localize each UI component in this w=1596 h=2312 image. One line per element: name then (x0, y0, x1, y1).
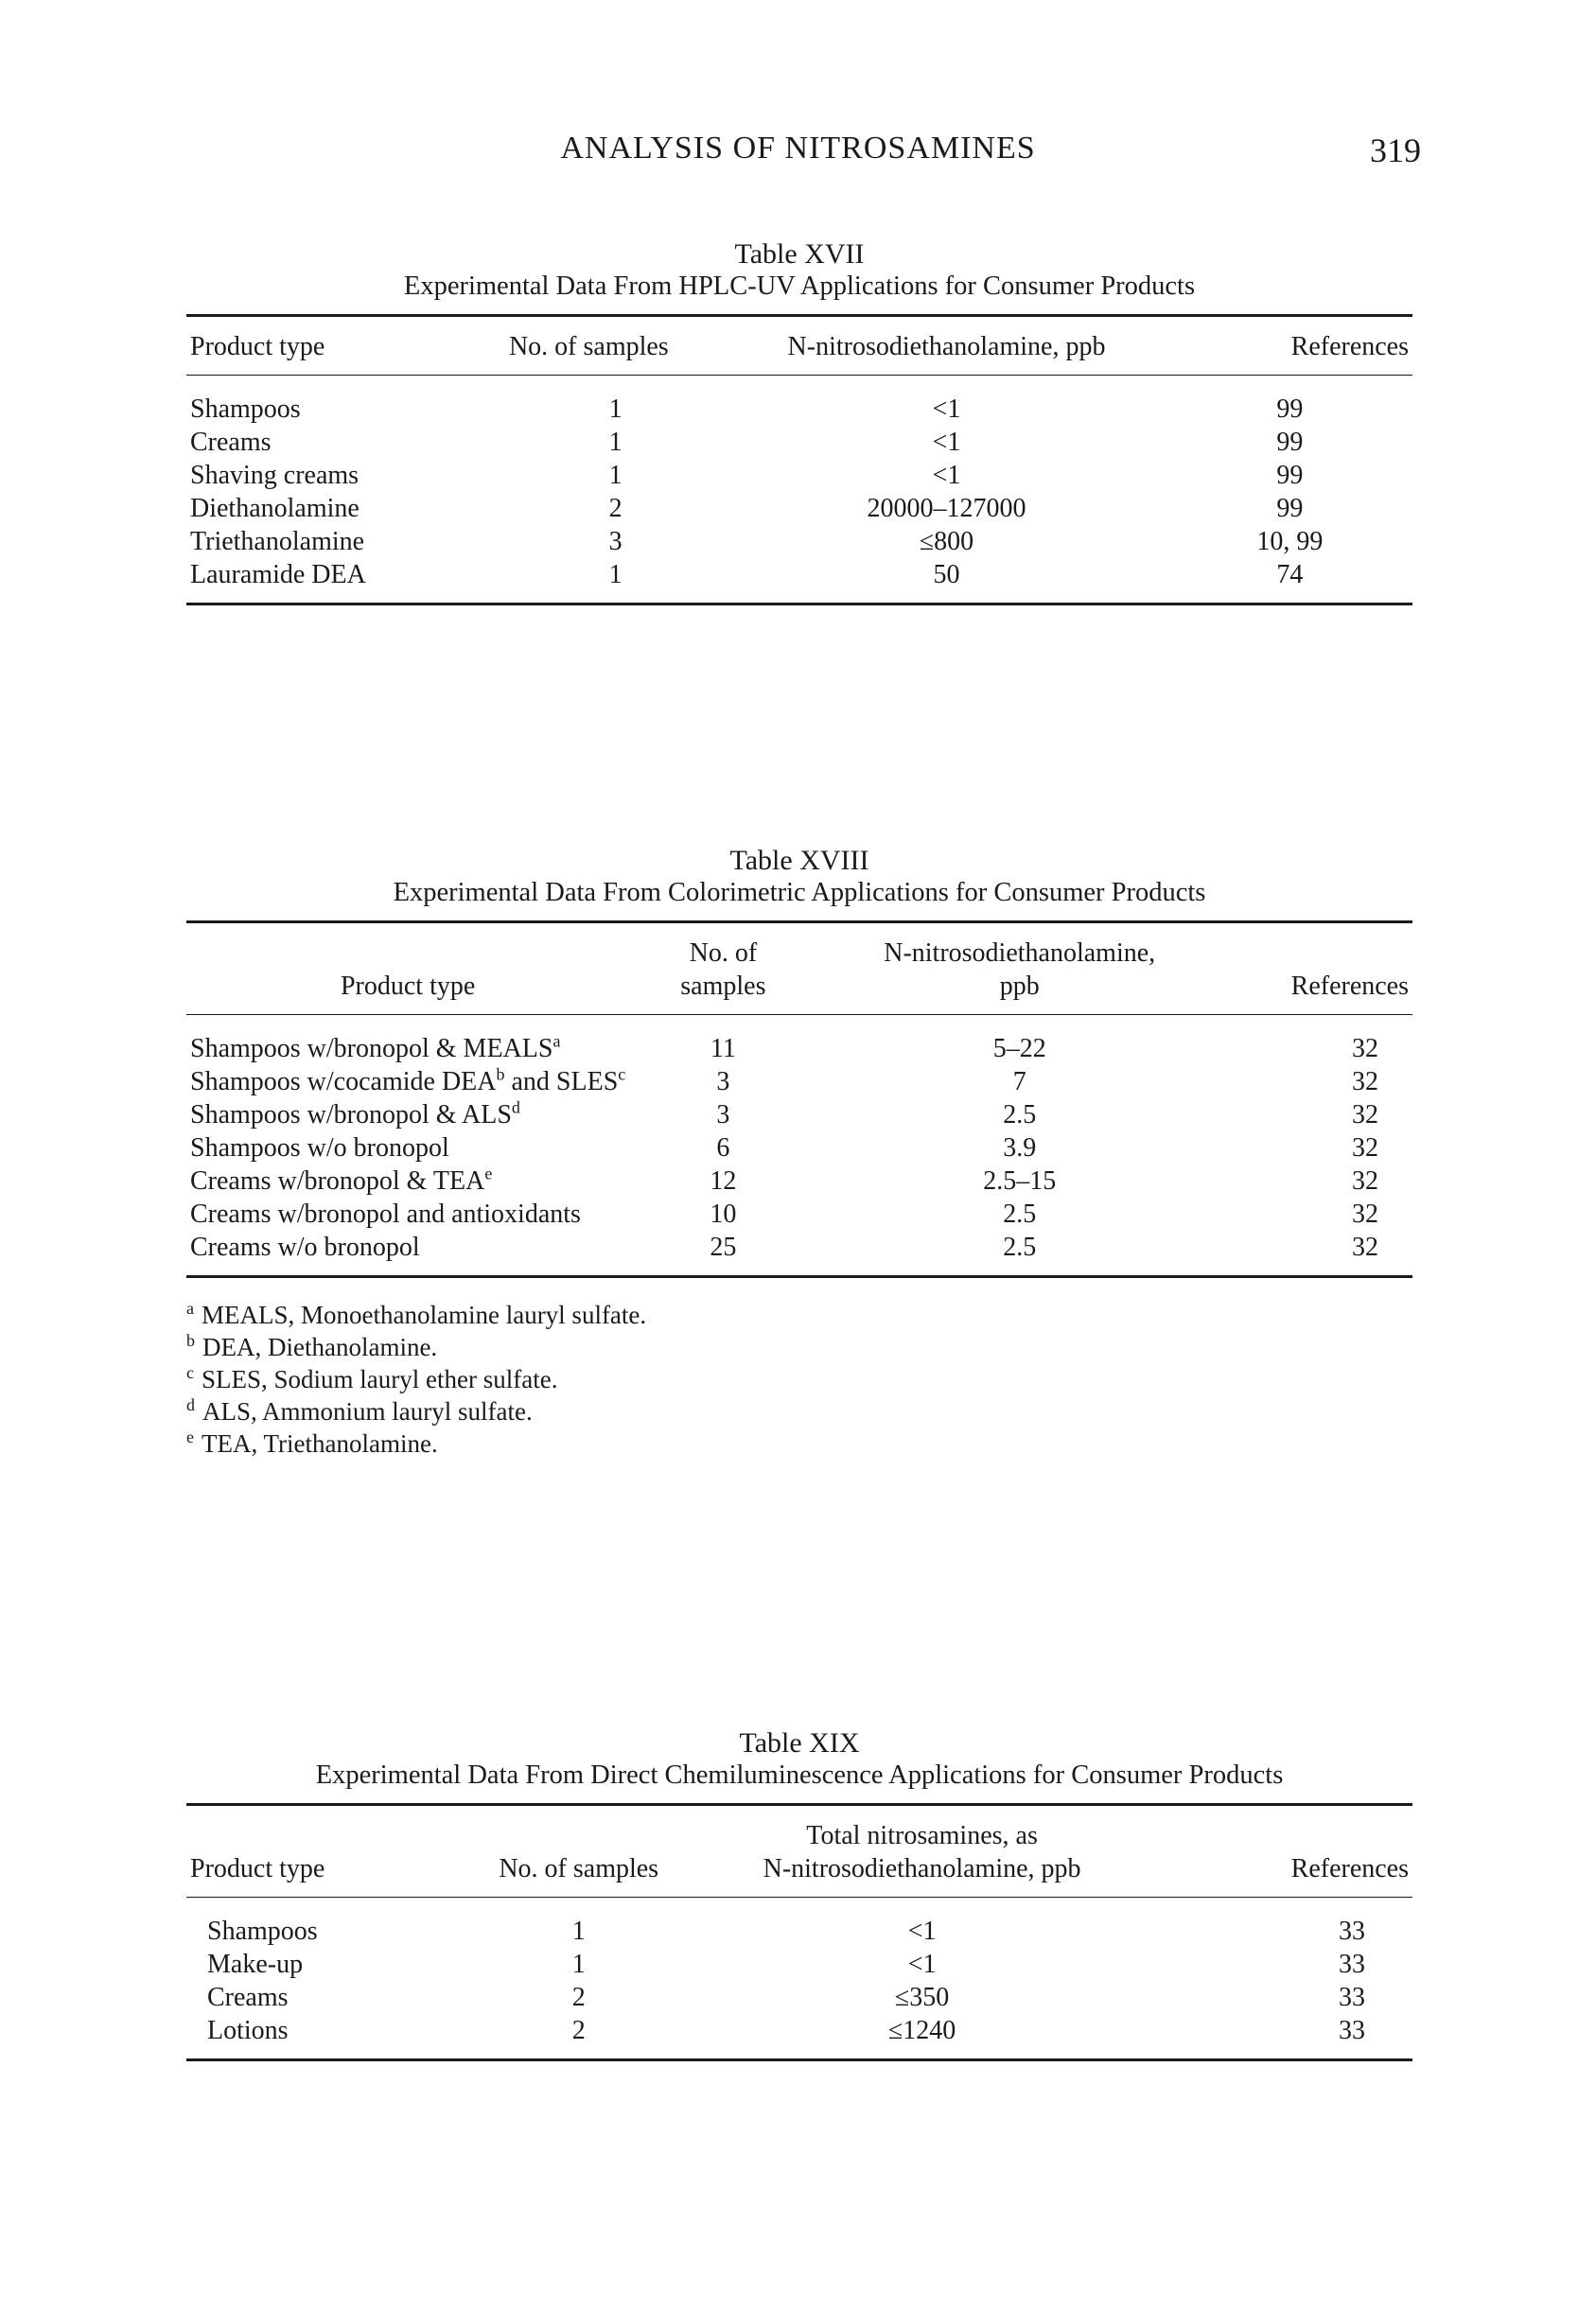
column-header: No. of samples (481, 1852, 676, 1898)
product-text: Creams w/bronopol & TEA (190, 1166, 485, 1196)
cell-samples: 3 (716, 1100, 730, 1130)
column-header: Product type (186, 970, 629, 1015)
table-row (186, 492, 1412, 525)
column-header: N-nitrosodiethanolamine, ppb (676, 1852, 1166, 1898)
footnote-mark: d (186, 1395, 195, 1414)
cell-product: Shampoos (190, 394, 301, 424)
column-header: ppb (816, 970, 1221, 1015)
table-number: Table XIX (739, 1727, 860, 1759)
cell-product (186, 1131, 629, 1165)
cell-product: Creams (207, 1983, 289, 2012)
product-text: Shampoos w/o bronopol (190, 1133, 449, 1163)
footnote-mark: b (186, 1331, 195, 1350)
footnote-mark: a (552, 1031, 561, 1051)
table-caption: Experimental Data From Colorimetric Applications for Consumer Products (393, 878, 1206, 907)
footnote-mark: c (618, 1064, 626, 1084)
cell-value: 2.5 (1003, 1100, 1037, 1130)
cell-value: <1 (932, 394, 961, 424)
cell-product: Shaving creams (190, 461, 360, 490)
column-header: No. of samples (505, 316, 726, 376)
footnote-mark: d (511, 1097, 520, 1117)
cell-product (186, 1165, 629, 1198)
cell-value: 3.9 (1003, 1133, 1037, 1163)
cell-product (186, 1098, 629, 1131)
footnote-text: SLES, Sodium lauryl ether sulfate. (202, 1365, 558, 1393)
column-header: Product type (186, 316, 505, 376)
cell-reference: 32 (1352, 1133, 1378, 1163)
cell-product: Shampoos (207, 1917, 318, 1946)
table-row (186, 2014, 1412, 2060)
product-text: Creams w/bronopol and antioxidants (190, 1200, 581, 1229)
footnote-text: MEALS, Monoethanolamine lauryl sulfate. (202, 1301, 647, 1329)
product-text: Creams w/o bronopol (190, 1233, 420, 1262)
cell-samples: 1 (571, 1917, 586, 1946)
product-text: Shampoos w/cocamide DEA (190, 1067, 497, 1096)
column-header: References (1167, 1852, 1412, 1898)
cell-product: Lotions (186, 2014, 481, 2060)
footnote (186, 1331, 1412, 1363)
table-xviii (186, 845, 1412, 1460)
cell-value: <1 (932, 461, 961, 490)
cell-samples: 25 (629, 1231, 816, 1277)
cell-value: 7 (1012, 1067, 1026, 1096)
table-row (186, 1948, 1412, 1981)
table-row (186, 1098, 1412, 1131)
cell-samples: 1 (505, 558, 726, 604)
column-header (481, 1805, 676, 1853)
table-row (186, 558, 1412, 604)
cell-samples: 11 (710, 1034, 736, 1063)
cell-reference: 32 (1352, 1067, 1378, 1096)
table-number: Table XVIII (729, 845, 869, 876)
footnote-mark: b (496, 1064, 505, 1084)
cell-reference: 99 (1276, 461, 1304, 490)
column-header: N-nitrosodiethanolamine, ppb (726, 316, 1167, 376)
cell-samples: 3 (716, 1067, 730, 1096)
column-header (186, 922, 629, 971)
product-text: Shampoos w/bronopol & ALS (190, 1100, 512, 1130)
footnote-mark: e (186, 1427, 194, 1446)
table-row (186, 1198, 1412, 1231)
running-title: ANALYSIS OF NITROSAMINES (560, 131, 1036, 166)
table-row (186, 1015, 1412, 1066)
footnote (186, 1299, 1412, 1331)
table-xvii (186, 238, 1412, 605)
table-row (186, 1165, 1412, 1198)
cell-samples: 1 (608, 428, 623, 457)
cell-value: 20000–127000 (867, 494, 1026, 523)
product-text: and SLES (504, 1067, 619, 1096)
cell-reference: 33 (1339, 1917, 1365, 1946)
cell-product (186, 1198, 629, 1231)
cell-samples: 1 (571, 1950, 586, 1979)
cell-value: ≤350 (894, 1983, 950, 2012)
product-text: Shampoos w/bronopol & MEALS (190, 1034, 553, 1063)
footnote (186, 1427, 1412, 1460)
cell-reference: 33 (1339, 1950, 1365, 1979)
column-header (1222, 922, 1412, 971)
table-caption: Experimental Data From HPLC-UV Applications for Consumer Products (403, 271, 1196, 301)
cell-product (186, 1231, 629, 1277)
cell-product: Triethanolamine (190, 527, 365, 556)
cell-reference: 33 (1167, 2014, 1412, 2060)
column-header: Product type (186, 1852, 481, 1898)
cell-reference: 99 (1276, 428, 1304, 457)
cell-value: 2.5–15 (983, 1166, 1057, 1196)
table-row (186, 1065, 1412, 1098)
page-header (0, 131, 1596, 178)
cell-product: Creams (190, 428, 272, 457)
cell-samples: 3 (608, 527, 623, 556)
data-table (186, 920, 1412, 1278)
cell-reference: 99 (1276, 394, 1304, 424)
cell-samples: 2 (481, 2014, 676, 2060)
table-row (186, 426, 1412, 459)
table-row (186, 1231, 1412, 1277)
cell-samples: 12 (710, 1166, 737, 1196)
footnote (186, 1395, 1412, 1427)
footnote-mark: c (186, 1363, 194, 1382)
cell-product: Diethanolamine (190, 494, 360, 523)
column-header: samples (629, 970, 816, 1015)
footnote-text: ALS, Ammonium lauryl sulfate. (202, 1397, 533, 1426)
cell-reference: 32 (1352, 1200, 1378, 1229)
cell-reference: 10, 99 (1256, 527, 1324, 556)
footnote-mark: e (484, 1164, 493, 1183)
footnote-text: TEA, Triethanolamine. (202, 1429, 438, 1458)
cell-reference: 32 (1352, 1100, 1378, 1130)
cell-reference: 99 (1276, 494, 1304, 523)
table-row (186, 1898, 1412, 1949)
table-xix (186, 1727, 1412, 2061)
cell-reference: 32 (1352, 1034, 1378, 1063)
footnote-mark: a (186, 1299, 194, 1318)
table-caption: Experimental Data From Direct Chemiluminescence Applications for Consumer Products (315, 1760, 1284, 1790)
table-row (186, 1131, 1412, 1165)
table-number: Table XVII (734, 238, 865, 270)
cell-reference: 32 (1222, 1231, 1412, 1277)
cell-samples: 2 (608, 494, 623, 523)
page-number: 319 (1370, 131, 1421, 169)
table-row (186, 459, 1412, 492)
cell-reference: 32 (1352, 1166, 1378, 1196)
cell-product (186, 1015, 629, 1066)
cell-samples: 1 (608, 394, 623, 424)
table-row (186, 525, 1412, 558)
cell-value: 2.5 (1003, 1200, 1037, 1229)
data-table (186, 314, 1412, 605)
column-header: References (1222, 970, 1412, 1015)
cell-reference: 74 (1167, 558, 1412, 604)
cell-value: ≤1240 (676, 2014, 1166, 2060)
cell-value: <1 (907, 1917, 937, 1946)
table-footnotes (186, 1299, 1412, 1460)
cell-product (186, 1065, 629, 1098)
table-row (186, 376, 1412, 427)
cell-reference: 33 (1339, 1983, 1365, 2012)
footnote-text: DEA, Diethanolamine. (202, 1333, 438, 1361)
column-header: References (1167, 316, 1412, 376)
cell-samples: 6 (716, 1133, 730, 1163)
cell-product: Lauramide DEA (186, 558, 505, 604)
cell-samples: 2 (571, 1983, 586, 2012)
cell-value: 2.5 (816, 1231, 1221, 1277)
column-header: No. of (629, 922, 816, 971)
cell-value: 5–22 (992, 1034, 1046, 1063)
column-header (186, 1805, 481, 1853)
table-row (186, 1981, 1412, 2014)
column-header: Total nitrosamines, as (676, 1805, 1166, 1853)
cell-value: <1 (932, 428, 961, 457)
data-table (186, 1803, 1412, 2061)
column-header: N-nitrosodiethanolamine, (816, 922, 1221, 971)
cell-samples: 10 (710, 1200, 737, 1229)
cell-product: Make-up (207, 1950, 304, 1979)
cell-samples: 1 (608, 461, 623, 490)
cell-value: <1 (907, 1950, 937, 1979)
cell-value: ≤800 (919, 527, 974, 556)
column-header (1167, 1805, 1412, 1853)
cell-value: 50 (726, 558, 1167, 604)
footnote (186, 1363, 1412, 1395)
